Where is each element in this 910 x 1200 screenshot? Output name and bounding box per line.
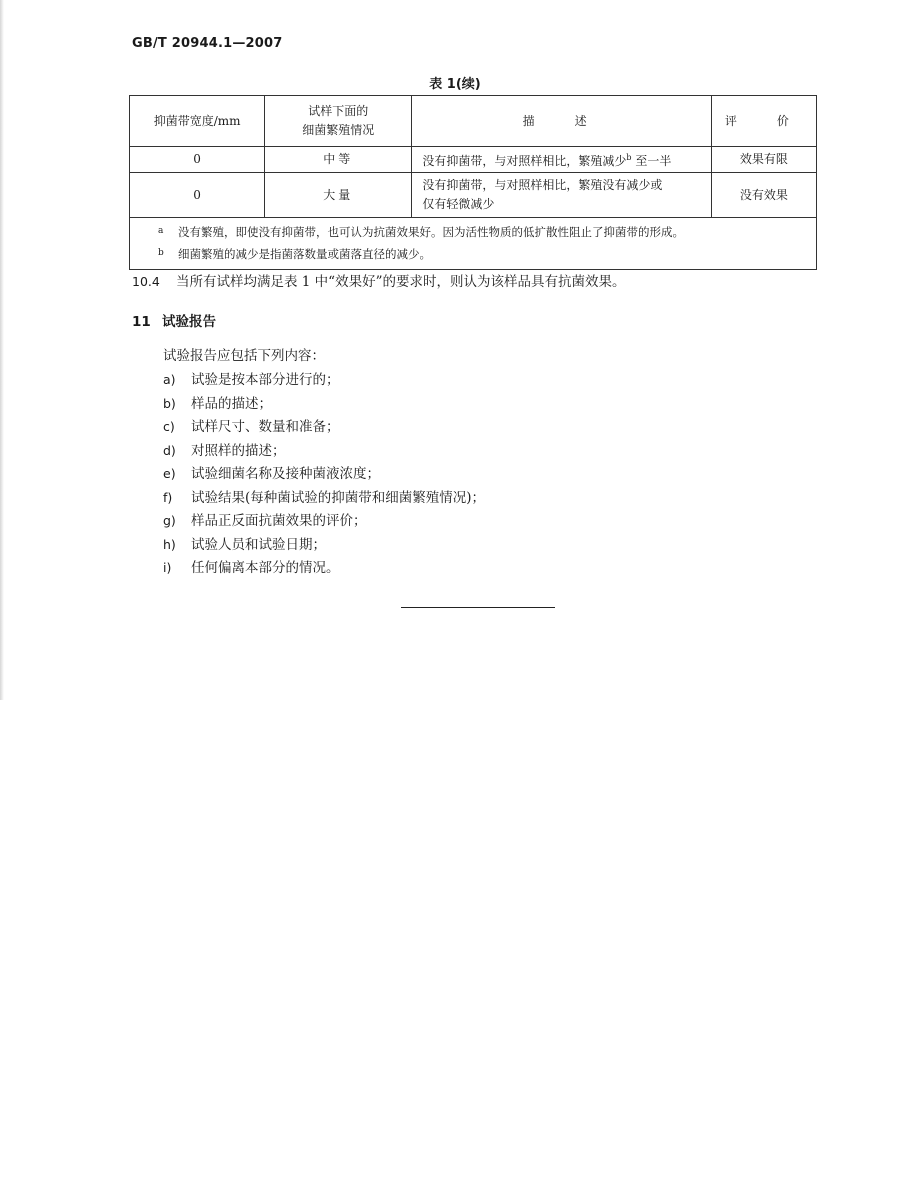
table-row xyxy=(130,147,817,173)
cell-growth: 中等 xyxy=(265,147,412,173)
note-text: 没有繁殖，即使没有抑菌带，也可认为抗菌效果好。因为活性物质的低扩散性阻止了抑菌带的形成。 xyxy=(178,225,684,239)
table-row xyxy=(130,173,817,218)
clause-text: 当所有试样均满足表 1 中“效果好”的要求时，则认为该样品具有抗菌效果。 xyxy=(176,274,626,290)
header-description: 描 述 xyxy=(412,96,711,147)
header-width: 抑菌带宽度/mm xyxy=(130,96,265,147)
cell-evaluation: 没有效果 xyxy=(711,173,816,218)
section-heading xyxy=(132,312,216,332)
end-of-document-rule xyxy=(401,607,555,608)
note-text: 细菌繁殖的减少是指菌落数量或菌落直径的减少。 xyxy=(178,247,431,261)
list-item: e) 试验细菌名称及接种菌液浓度； xyxy=(163,466,380,482)
cell-width: 0 xyxy=(130,173,265,218)
list-item: i) 任何偏离本部分的情况。 xyxy=(163,560,340,576)
section-number: 11 xyxy=(132,314,151,330)
scan-page-edge xyxy=(0,0,4,700)
list-item: d) 对照样的描述； xyxy=(163,442,286,459)
document-code: GB/T 20944.1—2007 xyxy=(132,36,283,51)
table-note xyxy=(158,244,804,266)
table-caption: 表 1(续) xyxy=(429,77,481,92)
list-item: c) 试样尺寸、数量和准备； xyxy=(163,419,340,435)
table-notes xyxy=(130,218,817,270)
header-evaluation: 评 价 xyxy=(711,96,816,147)
list-item: a) 试验是按本部分进行的； xyxy=(163,372,340,388)
note-mark: a xyxy=(158,226,164,236)
report-content-list xyxy=(163,370,485,582)
footnote-ref: b xyxy=(626,153,632,162)
table-notes-row xyxy=(130,218,817,270)
section-intro: 试验报告应包括下列内容： xyxy=(163,348,325,364)
antibacterial-evaluation-table xyxy=(129,95,817,270)
cell-evaluation: 效果有限 xyxy=(711,147,816,173)
clause-10-4 xyxy=(132,272,625,292)
header-growth: 试样下面的 细菌繁殖情况 xyxy=(265,96,412,147)
note-mark: b xyxy=(158,248,164,258)
cell-width: 0 xyxy=(130,147,265,173)
list-item: f) 试验结果(每种菌试验的抑菌带和细菌繁殖情况)； xyxy=(163,489,486,506)
cell-description: 没有抑菌带，与对照样相比，繁殖减少$^b$ 至一半 xyxy=(412,147,711,173)
table-note xyxy=(158,222,804,244)
section-title: 试验报告 xyxy=(162,314,216,330)
clause-number: 10.4 xyxy=(132,274,160,289)
cell-description: 没有抑菌带，与对照样相比，繁殖没有减少或 仅有轻微减少 xyxy=(412,173,711,218)
list-item: g) 样品正反面抗菌效果的评价； xyxy=(163,513,367,529)
list-item: b) 样品的描述； xyxy=(163,395,272,412)
table-header-row xyxy=(130,96,817,147)
list-item: h) 试验人员和试验日期； xyxy=(163,536,326,553)
cell-growth: 大量 xyxy=(265,173,412,218)
